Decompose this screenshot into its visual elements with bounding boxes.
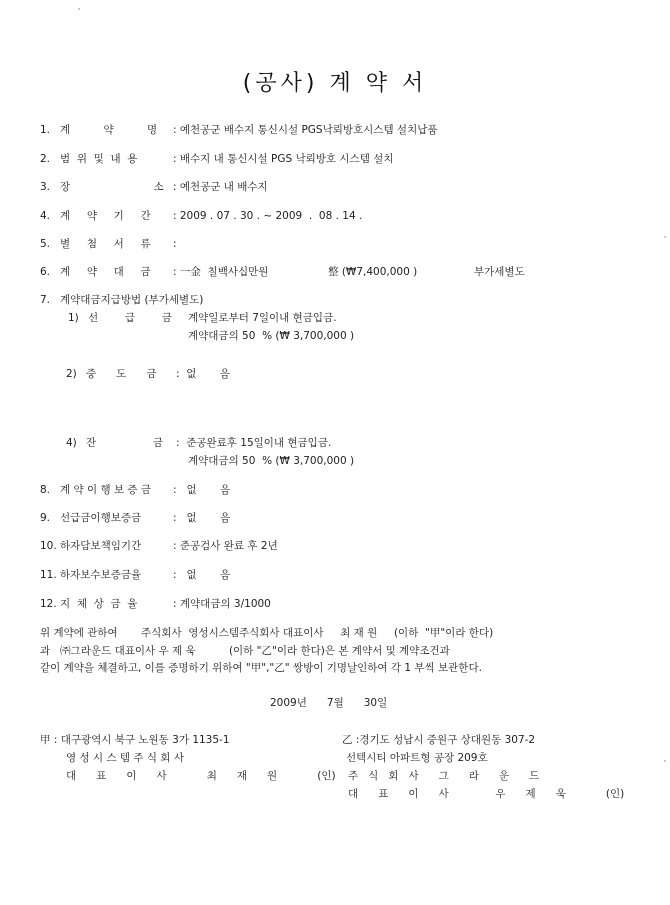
item-number: 3. (40, 181, 51, 193)
contract-date: 2009년 7월 30일 (270, 697, 388, 709)
item-value: : 예천공군 내 배수지 (173, 181, 268, 193)
contract-amount: 整 (₩7,400,000 ) (328, 266, 418, 278)
item-label: 선급금이행보증금 (60, 512, 142, 524)
scan-speck (78, 8, 80, 10)
item-number: 1. (40, 124, 51, 136)
item-value: : 없 음 (173, 484, 231, 496)
party-b-representative: 대 표 이 사 우 제 욱 (인) (348, 788, 625, 800)
party-b-address: 乙 :경기도 성남시 중원구 상대원동 307-2 (342, 734, 536, 746)
payment-number: 1) (68, 312, 79, 324)
item-number: 6. (40, 266, 51, 278)
item-number: 5. (40, 238, 51, 250)
party-b-building: 선텍시티 아파트형 공장 209호 (346, 752, 488, 764)
vat-note: 부가세별도 (474, 266, 525, 278)
item-number: 2. (40, 153, 51, 165)
party-b-company: 주 식 회 사 그 라 운 드 (348, 770, 540, 782)
payment-number: 2) (66, 368, 77, 380)
item-label: 계 약 대 금 (60, 266, 151, 278)
document-title: (공사) 계 약 서 (242, 71, 428, 96)
item-label: 계 약 명 (60, 124, 158, 136)
item-value: : (173, 238, 177, 250)
item-value: : 예천공군 배수지 통신시설 PGS낙뢰방호시스템 설치납품 (173, 124, 438, 136)
item-label: 계 약 기 간 (60, 210, 151, 222)
item-value: : 준공검사 완료 후 2년 (173, 540, 278, 552)
payment-line: : 없 음 (176, 368, 230, 380)
item-value: : 없 음 (173, 512, 231, 524)
statement-line: 위 계약에 관하여 주식회사 영성시스템주식회사 대표이사 최 재 원 (이하 "甲"이라 한다) (40, 627, 494, 639)
payment-label: 선 급 금 (88, 312, 172, 324)
item-number: 9. (40, 512, 51, 524)
item-number: 11. (40, 569, 57, 581)
item-label: 장 소 (60, 181, 164, 193)
statement-line: 과 ㈜그라운드 대표이사 우 제 욱 (이하 "乙"이라 한다)은 본 계약서 및 계약조건과 (40, 645, 450, 657)
scan-speck (664, 760, 666, 762)
item-number: 7. (40, 294, 51, 306)
payment-label: 중 도 금 (86, 368, 157, 380)
item-value: : 없 음 (173, 569, 231, 581)
payment-label: 잔 금 (86, 437, 164, 449)
item-value: : 一金 칠백사십만원 (173, 266, 269, 278)
item-value: : 2009 . 07 . 30 . ~ 2009 . 08 . 14 . (173, 210, 363, 222)
item-number: 8. (40, 484, 51, 496)
item-number: 4. (40, 210, 51, 222)
payment-line: 계약일로부터 7일이내 현금입금. (188, 312, 337, 324)
item-label: 계 약 이 행 보 증 금 (60, 484, 152, 496)
item-label: 지 체 상 금 율 (60, 598, 138, 610)
scan-speck (664, 236, 666, 238)
party-a-company: 영 성 시 스 템 주 식 회 사 (66, 752, 184, 764)
item-label: 범 위 및 내 용 (60, 153, 138, 165)
item-value: : 계약대금의 3/1000 (173, 598, 271, 610)
party-a-representative: 대 표 이 사 최 재 원 (인) (66, 770, 336, 782)
item-label: 계약대금지급방법 (부가세별도) (60, 294, 204, 306)
item-label: 하자담보책임기간 (60, 540, 142, 552)
item-value: : 배수지 내 통신시설 PGS 낙뢰방호 시스템 설치 (173, 153, 394, 165)
item-label: 하자보수보증금율 (60, 569, 142, 581)
payment-line: : 준공완료후 15일이내 현금입금. (176, 437, 332, 449)
item-number: 12. (40, 598, 57, 610)
party-a-address: 甲 : 대구광역시 북구 노원동 3가 1135-1 (40, 734, 230, 746)
item-label: 별 첨 서 류 (60, 238, 151, 250)
payment-line: 계약대금의 50 % (₩ 3,700,000 ) (188, 455, 355, 467)
payment-number: 4) (66, 437, 77, 449)
statement-line: 같이 계약을 체결하고, 이를 증명하기 위하여 "甲","乙" 쌍방이 기명날인하여 각 1 부씩 보관한다. (40, 662, 482, 674)
item-number: 10. (40, 540, 57, 552)
payment-line: 계약대금의 50 % (₩ 3,700,000 ) (188, 330, 355, 342)
